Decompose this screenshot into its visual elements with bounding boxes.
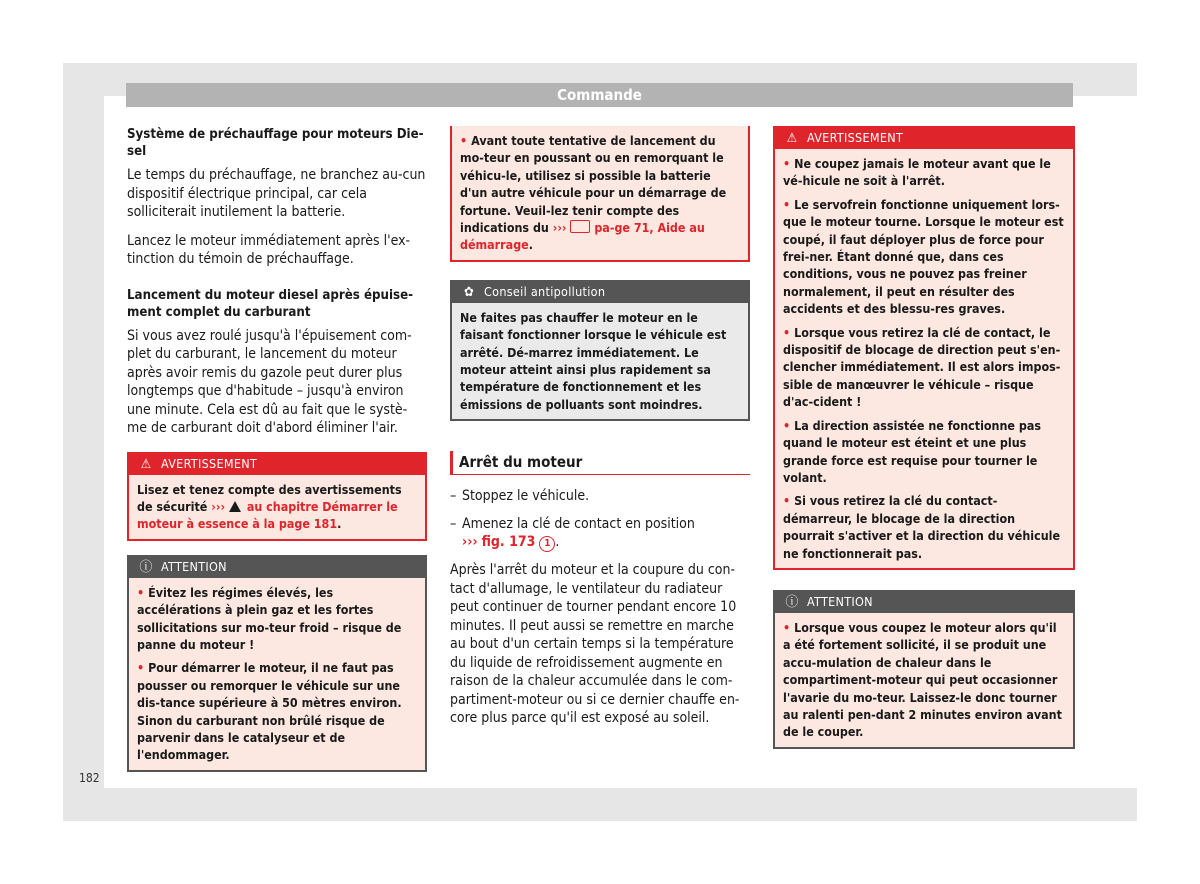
- eco-tip-header: ✿ Conseil antipollution: [450, 280, 750, 303]
- reference-arrows: ›››: [211, 498, 226, 514]
- subheading-fuel-empty: Lancement du moteur diesel après épuise-ment complet du carburant: [127, 287, 414, 320]
- warning-body: [773, 149, 1075, 570]
- warning-body: Lisez et tenez compte des avertissements de sécurité ››› au chapitre Démarrer le moteur à essence à la page 181.: [127, 475, 427, 541]
- bullet-icon: •: [783, 156, 791, 171]
- attention-header: ⓘ ATTENTION: [773, 590, 1075, 613]
- bullet-icon: •: [783, 324, 791, 340]
- attention-body: [127, 578, 427, 772]
- book-reference-icon: [570, 220, 590, 233]
- page-number: 182: [79, 771, 100, 785]
- attention-box: [773, 590, 1075, 749]
- list-item: • Pour démarrer le moteur, il ne faut pas pousser ou remorquer le véhicule sur une dis-tance supérieure à 50 mètres environ. Sinon du carburant non brûlé risque de parvenir dans le catalyseur et de l'endommager.: [137, 660, 402, 763]
- column-left: [127, 126, 427, 786]
- attention-header: ⓘ ATTENTION: [127, 555, 427, 578]
- list-item: • Le servofrein fonctionne uniquement lors-que le moteur tourne. Lorsque le moteur est coupé, il faut déployer plus de force pour frei-ner. Étant donné que, dans ces conditions, vous ne pouvez pas freiner normalement, il peut en résulter des accidents et des blessu-res graves.: [783, 196, 1064, 317]
- attention-body: [773, 613, 1075, 749]
- eco-tip-box: [450, 280, 750, 421]
- chapter-link[interactable]: au chapitre Démarrer le moteur à essence à la page 181: [137, 498, 398, 532]
- info-circle-icon: ⓘ: [139, 559, 153, 575]
- bullet-icon: •: [137, 584, 145, 600]
- list-item: • Lorsque vous retirez la clé de contact, le dispositif de blocage de direction peut s'en-clencher immédiatement. Il est alors impos-sible de manœuvrer le véhicule – risque d'ac-cident !: [783, 324, 1061, 410]
- flower-icon: ✿: [463, 284, 475, 300]
- bullet-icon: •: [137, 660, 145, 676]
- bullet-icon: •: [783, 619, 791, 635]
- column-right: [773, 126, 1075, 763]
- list-item: • Évitez les régimes élevés, les accélérations à plein gaz et les fortes sollicitations sur mo-teur froid – risque de panne du moteur !: [137, 584, 402, 652]
- list-item: • La direction assistée ne fonctionne pas quand le moteur est éteint et une plus grande force est requise pour tourner le volant.: [783, 417, 1042, 485]
- warning-box: [773, 126, 1075, 570]
- bullet-icon: •: [783, 417, 791, 433]
- paragraph: Si vous avez roulé jusqu'à l'épuisement com-plet du carburant, le lancement du moteur après avoir remis du gazole peut durer plus longtemps que d'habitude – jusqu'à environ une minute. Cela est dû au fait que le systè-me de carburant doit d'abord éliminer l'air.: [127, 327, 412, 436]
- paragraph: Après l'arrêt du moteur et la coupure du con-tact d'allumage, le ventilateur du radiateur peut continuer de tourner pendant encore 10 minutes. Il peut aussi se remettre en marche au bout d'un certain temps si la température du liquide de refroidissement augmente en raison de la chaleur accumulée dans le com-partiment-moteur ou si ce dernier chauffe en-core plus parce qu'il est exposé au soleil.: [450, 562, 740, 727]
- step-item: – Stoppez le véhicule.: [450, 488, 590, 505]
- warning-triangle-icon: ⚠: [140, 456, 152, 472]
- subheading-preheat: Système de préchauffage pour moteurs Die-sel: [127, 127, 424, 159]
- warning-box: [127, 452, 427, 541]
- attention-box: [127, 555, 427, 772]
- bullet-icon: •: [783, 196, 791, 212]
- reference-arrows: ›››: [462, 534, 478, 551]
- step-item: – Amenez la clé de contact en position ››› fig. 173 1 .: [450, 515, 695, 551]
- reference-arrows: ›››: [552, 220, 567, 236]
- info-circle-icon: ⓘ: [785, 594, 799, 610]
- figure-link[interactable]: fig. 173: [481, 534, 536, 551]
- eco-tip-body: Ne faites pas chauffer le moteur en le faisant fonctionner lorsque le véhicule est arrêté. Dé-marrez immédiatement. Le moteur atteint ainsi plus rapidement sa température de fonctionnement et les émissions de polluants sont moindres.: [450, 303, 750, 421]
- paragraph: Lancez le moteur immédiatement après l'ex-tinction du témoin de préchauffage.: [127, 232, 411, 267]
- warning-header: ⚠ AVERTISSEMENT: [773, 126, 1075, 149]
- warning-header: ⚠ AVERTISSEMENT: [127, 452, 427, 475]
- list-item: • Si vous retirez la clé du contact-démarreur, le blocage de la direction pourrait s'activer et la direction du véhicule ne fonctionnerait pas.: [783, 493, 1061, 561]
- bullet-icon: •: [460, 133, 468, 148]
- chapter-header: Commande: [126, 83, 1073, 107]
- section-title: Arrêt du moteur: [450, 451, 750, 475]
- column-middle: [450, 126, 750, 738]
- list-item: • Ne coupez jamais le moteur avant que le vé-hicule ne soit à l'arrêt.: [783, 156, 1051, 189]
- list-item: • Lorsque vous coupez le moteur alors qu'il a été fortement sollicité, il se produit une accu-mulation de chaleur dans le compartiment-moteur qui peut occasionner l'avarie du mo-teur. Laissez-le donc tourner au ralenti pen-dant 2 minutes environ avant de le couper.: [783, 619, 1062, 740]
- page-link[interactable]: pa-ge 71, Aide au démarrage: [460, 220, 705, 253]
- warning-continuation: • Avant toute tentative de lancement du mo-teur en poussant ou en remorquant le véhicu-le, utilisez si possible la batterie d'un autre véhicule pour un démarrage de fortune. Veuil-lez tenir compte des indications du ››› pa-ge 71, Aide au démarrage.: [450, 126, 750, 262]
- bullet-icon: •: [783, 493, 791, 509]
- callout-number: 1: [539, 536, 555, 552]
- warning-triangle-icon: ⚠: [786, 131, 798, 146]
- warning-triangle-icon: [229, 501, 241, 512]
- paragraph: Le temps du préchauffage, ne branchez au-cun dispositif électrique principal, car cela solliciterait inutilement la batterie.: [127, 167, 426, 220]
